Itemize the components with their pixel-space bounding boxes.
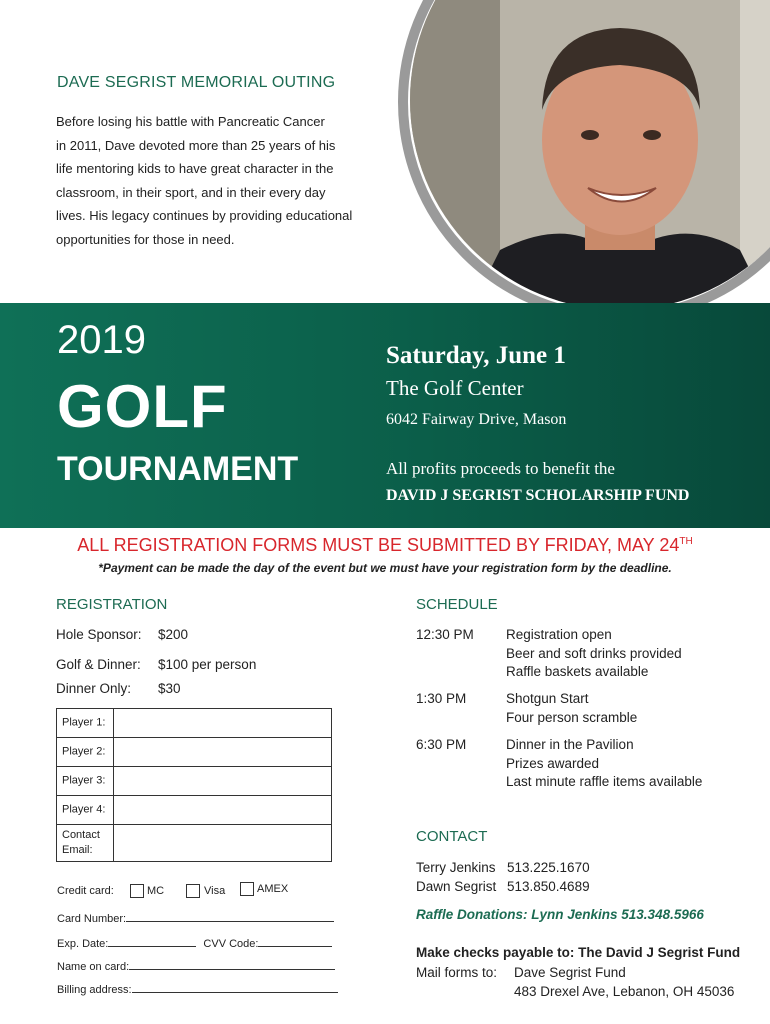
- bio-line: lives. His legacy continues by providing educational: [56, 208, 353, 223]
- schedule-item: [506, 736, 702, 792]
- fee-label: Golf & Dinner:: [56, 657, 141, 672]
- credit-card-label: Credit card:: [57, 885, 114, 897]
- mc-checkbox[interactable]: [130, 884, 144, 898]
- mail-address: [514, 963, 734, 1001]
- event-year: 2019: [57, 318, 146, 362]
- event-address: 6042 Fairway Drive, Mason: [386, 411, 567, 428]
- schedule-line: Beer and soft drinks provided: [506, 645, 682, 661]
- event-date: Saturday, June 1: [386, 342, 566, 369]
- contact-email-field[interactable]: [113, 825, 331, 861]
- schedule-line: Registration open: [506, 627, 612, 642]
- fee-amount: $100 per person: [158, 657, 257, 672]
- fee-amount: $200: [158, 627, 189, 642]
- visa-label: Visa: [204, 885, 226, 897]
- bio-paragraph: [56, 110, 386, 251]
- player-label: Player 1:: [62, 716, 106, 729]
- deadline-notice: [0, 535, 770, 556]
- billing-address-row: [57, 980, 338, 996]
- amex-label: AMEX: [257, 883, 289, 895]
- registration-heading: REGISTRATION: [56, 596, 168, 613]
- bio-line: Before losing his battle with Pancreatic Cancer: [56, 114, 325, 129]
- exp-date-label: Exp. Date:: [57, 938, 109, 950]
- player-entry-table: [56, 708, 332, 862]
- schedule-line: Shotgun Start: [506, 691, 589, 706]
- checks-payable: Make checks payable to: The David J Segrist Fund: [416, 945, 741, 960]
- tournament-heading: TOURNAMENT: [57, 450, 299, 488]
- bio-line: classroom, in their sport, and in their every day: [56, 184, 326, 200]
- contact-email-label: Contact Email:: [62, 829, 100, 856]
- billing-address-field[interactable]: [132, 980, 338, 993]
- schedule-line: Dinner in the Pavilion: [506, 737, 634, 752]
- visa-checkbox[interactable]: [186, 884, 200, 898]
- scholarship-fund: DAVID J SEGRIST SCHOLARSHIP FUND: [386, 487, 690, 504]
- fee-label: Dinner Only:: [56, 681, 132, 696]
- player-label: Player 3:: [62, 774, 106, 787]
- portrait-illustration: [410, 0, 770, 310]
- contact-name: Dawn Segrist: [416, 879, 497, 894]
- amex-checkbox[interactable]: [240, 882, 254, 896]
- player-row: [57, 738, 331, 767]
- bio-line: opportunities for those in need.: [56, 231, 235, 247]
- contact-name: Terry Jenkins: [416, 860, 496, 875]
- schedule-time: 6:30 PM: [416, 737, 467, 752]
- mc-label: MC: [147, 885, 165, 897]
- event-venue: The Golf Center: [386, 376, 524, 400]
- schedule-time: 1:30 PM: [416, 691, 467, 706]
- deadline-suffix: TH: [679, 536, 693, 547]
- exp-date-field[interactable]: [108, 934, 196, 947]
- schedule-line: Raffle baskets available: [506, 664, 649, 680]
- player-row: [57, 796, 331, 825]
- player-row: [57, 825, 331, 861]
- schedule-heading: SCHEDULE: [416, 596, 498, 613]
- player-row: [57, 767, 331, 796]
- contact-heading: CONTACT: [416, 828, 488, 845]
- cvv-field[interactable]: [258, 934, 332, 947]
- portrait-photo: [410, 0, 770, 310]
- cvv-label: CVV Code:: [203, 938, 259, 950]
- schedule-line: Last minute raffle items available: [506, 774, 703, 790]
- schedule-item: [506, 690, 637, 727]
- schedule-line: Prizes awarded: [506, 755, 600, 771]
- player-4-field[interactable]: [113, 796, 331, 824]
- name-on-card-field[interactable]: [129, 957, 335, 970]
- card-number-label: Card Number:: [57, 913, 127, 925]
- expiry-row: [57, 934, 332, 950]
- golf-heading: GOLF: [57, 373, 228, 440]
- bio-line: life mentoring kids to have great character in the: [56, 161, 334, 176]
- schedule-item: [506, 626, 682, 682]
- name-on-card-label: Name on card:: [57, 961, 130, 973]
- raffle-donations: Raffle Donations: Lynn Jenkins 513.348.5966: [416, 907, 704, 922]
- schedule-line: Four person scramble: [506, 709, 638, 725]
- memorial-title: DAVE SEGRIST MEMORIAL OUTING: [57, 74, 336, 91]
- player-row: [57, 709, 331, 738]
- player-label: Player 2:: [62, 745, 106, 758]
- contact-phone: 513.225.1670: [507, 860, 590, 875]
- card-number-row: [57, 909, 334, 925]
- player-3-field[interactable]: [113, 767, 331, 795]
- schedule-time: 12:30 PM: [416, 627, 474, 642]
- name-on-card-row: [57, 957, 335, 973]
- mail-street: 483 Drexel Ave, Lebanon, OH 45036: [514, 984, 735, 999]
- fee-label: Hole Sponsor:: [56, 627, 142, 642]
- contact-phone: 513.850.4689: [507, 879, 590, 894]
- card-number-field[interactable]: [126, 909, 334, 922]
- benefit-text: All profits proceeds to benefit the: [386, 459, 615, 478]
- mail-forms-label: Mail forms to:: [416, 965, 498, 980]
- payment-note: *Payment can be made the day of the event but we must have your registration form by the deadline.: [98, 561, 672, 575]
- player-2-field[interactable]: [113, 738, 331, 766]
- bio-line: in 2011, Dave devoted more than 25 years of his: [56, 137, 336, 153]
- billing-address-label: Billing address:: [57, 984, 132, 996]
- player-label: Player 4:: [62, 803, 106, 816]
- player-1-field[interactable]: [113, 709, 331, 737]
- mail-recipient: Dave Segrist Fund: [514, 965, 626, 980]
- fee-amount: $30: [158, 681, 181, 696]
- deadline-text: ALL REGISTRATION FORMS MUST BE SUBMITTED BY FRIDAY, MAY 24: [77, 535, 680, 555]
